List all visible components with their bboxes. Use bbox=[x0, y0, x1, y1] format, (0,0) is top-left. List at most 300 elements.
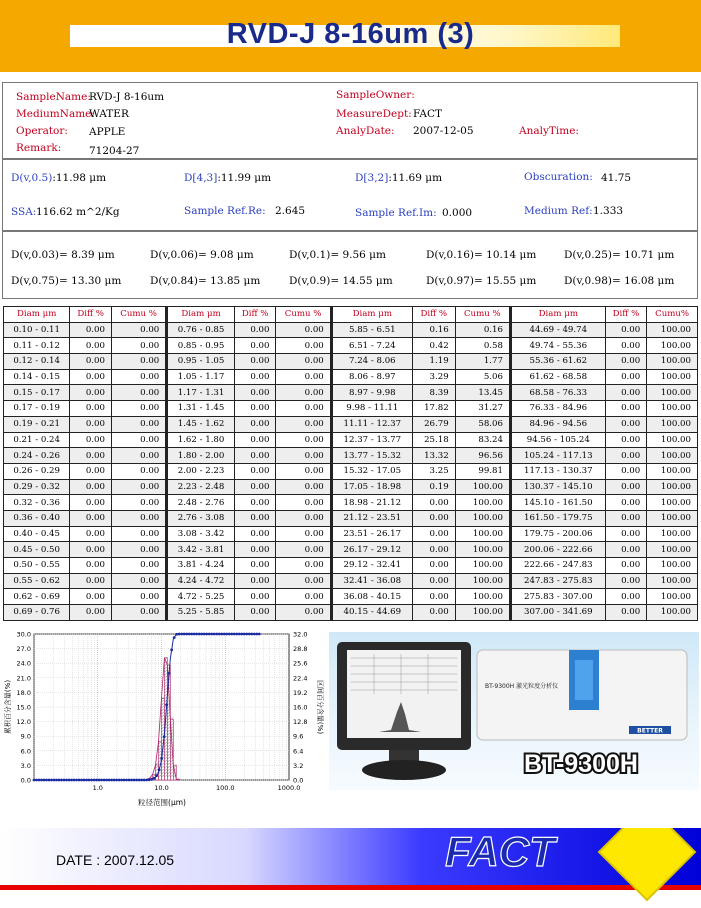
column-header: Cumu % bbox=[276, 307, 331, 323]
diff-cell: 17.82 bbox=[412, 401, 455, 417]
sample-name-label: SampleName: bbox=[16, 91, 91, 103]
diff-cell: 0.00 bbox=[605, 416, 647, 432]
diameter-cell: 0.26 - 0.29 bbox=[4, 463, 70, 479]
cumu-cell: 0.00 bbox=[276, 369, 331, 385]
diameter-cell: 36.08 - 40.15 bbox=[331, 589, 412, 605]
table-row bbox=[4, 510, 698, 526]
diameter-cell: 23.51 - 26.17 bbox=[331, 526, 412, 542]
cumu-cell: 96.56 bbox=[455, 448, 510, 464]
diameter-cell: 105.24 - 117.13 bbox=[510, 448, 605, 464]
y-tick-label-right: 16.0 bbox=[293, 703, 308, 712]
cumu-cell: 0.00 bbox=[276, 385, 331, 401]
analy-date-label: AnalyDate: bbox=[336, 125, 395, 137]
diameter-cell: 3.08 - 3.42 bbox=[167, 526, 235, 542]
sample-ref-im-label: Sample Ref.Im: bbox=[355, 207, 437, 219]
cumulative-point bbox=[118, 779, 121, 782]
table-row bbox=[4, 401, 698, 417]
diameter-cell: 49.74 - 55.36 bbox=[510, 338, 605, 354]
cumu-cell: 100.00 bbox=[647, 322, 698, 338]
diff-cell: 0.00 bbox=[234, 558, 276, 574]
diff-cell: 0.00 bbox=[605, 338, 647, 354]
diff-cell: 0.00 bbox=[234, 510, 276, 526]
x-tick-label: 10.0 bbox=[154, 784, 169, 792]
diff-cell: 0.00 bbox=[412, 510, 455, 526]
cumulative-point bbox=[213, 633, 216, 636]
cumu-cell: 5.06 bbox=[455, 369, 510, 385]
diameter-cell: 0.62 - 0.69 bbox=[4, 589, 70, 605]
cumulative-point bbox=[220, 633, 223, 636]
cumu-cell: 100.00 bbox=[647, 573, 698, 589]
cumulative-point bbox=[205, 633, 208, 636]
cumulative-point bbox=[128, 779, 131, 782]
diameter-cell: 275.83 - 307.00 bbox=[510, 589, 605, 605]
cumu-cell: 0.00 bbox=[276, 479, 331, 495]
diameter-cell: 179.75 - 200.06 bbox=[510, 526, 605, 542]
y-tick-label-right: 9.6 bbox=[293, 732, 304, 741]
diff-cell: 0.00 bbox=[70, 432, 112, 448]
column-header: Cumu % bbox=[455, 307, 510, 323]
diff-cell: 0.00 bbox=[605, 369, 647, 385]
y-axis-label-left: 累积百分含量(%) bbox=[4, 679, 12, 735]
cumu-cell: 0.00 bbox=[111, 401, 166, 417]
cumu-cell: 0.00 bbox=[276, 495, 331, 511]
cumu-cell: 83.24 bbox=[455, 432, 510, 448]
cumu-cell: 100.00 bbox=[647, 369, 698, 385]
cumulative-point bbox=[75, 779, 78, 782]
cumu-cell: 100.00 bbox=[455, 589, 510, 605]
y-tick-label-right: 19.2 bbox=[293, 688, 308, 697]
cumulative-point bbox=[70, 779, 73, 782]
ssa-value: 116.62 m^2/Kg bbox=[36, 206, 120, 218]
cumulative-point bbox=[158, 768, 161, 771]
cumu-cell: 0.00 bbox=[111, 432, 166, 448]
table-row bbox=[4, 369, 698, 385]
x-tick-label: 1.0 bbox=[92, 784, 103, 792]
diff-cell: 0.00 bbox=[234, 448, 276, 464]
y-tick-label-left: 12.0 bbox=[16, 718, 31, 727]
diameter-cell: 68.58 - 76.33 bbox=[510, 385, 605, 401]
diff-cell: 0.00 bbox=[605, 510, 647, 526]
diameter-cell: 145.10 - 161.50 bbox=[510, 495, 605, 511]
cumu-cell: 100.00 bbox=[647, 558, 698, 574]
diff-cell: 0.00 bbox=[234, 605, 276, 621]
y-tick-label-right: 6.4 bbox=[293, 747, 304, 756]
diff-cell: 0.00 bbox=[70, 558, 112, 574]
ssa-label: SSA: bbox=[11, 206, 37, 218]
table-row bbox=[4, 416, 698, 432]
column-header: Cumu % bbox=[111, 307, 166, 323]
diameter-cell: 4.24 - 4.72 bbox=[167, 573, 235, 589]
d32-stat: D[3,2]:11.69 μm bbox=[355, 172, 443, 184]
cumulative-point bbox=[258, 633, 261, 636]
cumulative-point bbox=[88, 779, 91, 782]
diff-cell: 0.00 bbox=[605, 463, 647, 479]
y-tick-label-left: 21.0 bbox=[16, 674, 31, 683]
cumu-cell: 0.00 bbox=[276, 542, 331, 558]
cumu-cell: 0.16 bbox=[455, 322, 510, 338]
cumu-cell: 0.00 bbox=[111, 416, 166, 432]
cumulative-point bbox=[243, 633, 246, 636]
diff-cell: 0.00 bbox=[605, 589, 647, 605]
cumu-cell: 0.00 bbox=[276, 354, 331, 370]
cumulative-point bbox=[135, 779, 138, 782]
column-header: Diam μm bbox=[4, 307, 70, 323]
analy-date-value: 2007-12-05 bbox=[413, 125, 474, 137]
diff-cell: 0.00 bbox=[234, 369, 276, 385]
cumu-cell: 0.00 bbox=[111, 573, 166, 589]
cumulative-point bbox=[233, 633, 236, 636]
cumu-cell: 0.00 bbox=[276, 338, 331, 354]
percentile-value: D(v,0.16)= 10.14 μm bbox=[426, 249, 537, 261]
cumulative-point bbox=[138, 779, 141, 782]
cumu-cell: 0.00 bbox=[276, 401, 331, 417]
sample-owner-label: SampleOwner: bbox=[336, 89, 415, 101]
diff-cell: 0.00 bbox=[605, 401, 647, 417]
cumulative-point bbox=[153, 777, 156, 780]
diameter-cell: 2.76 - 3.08 bbox=[167, 510, 235, 526]
cumulative-point bbox=[58, 779, 61, 782]
dv05-stat: D(v,0.5):11.98 μm bbox=[11, 172, 107, 184]
percentile-value: D(v,0.84)= 13.85 μm bbox=[150, 275, 261, 287]
header-bar bbox=[0, 0, 701, 72]
cumulative-point bbox=[68, 779, 71, 782]
y-tick-label-left: 6.0 bbox=[20, 747, 31, 756]
cumu-cell: 100.00 bbox=[647, 338, 698, 354]
cumulative-point bbox=[105, 779, 108, 782]
sample-ref-im-value: 0.000 bbox=[442, 207, 473, 219]
table-row bbox=[4, 495, 698, 511]
diameter-cell: 0.10 - 0.11 bbox=[4, 322, 70, 338]
diff-cell: 0.00 bbox=[605, 495, 647, 511]
d43-stat: D[4,3]:11.99 μm bbox=[184, 172, 272, 184]
cumu-cell: 100.00 bbox=[647, 416, 698, 432]
cumulative-point bbox=[145, 779, 148, 782]
medium-ref-label: Medium Ref: bbox=[524, 205, 593, 217]
diff-cell: 0.00 bbox=[70, 526, 112, 542]
diameter-cell: 0.14 - 0.15 bbox=[4, 369, 70, 385]
cumulative-point bbox=[173, 636, 176, 639]
diameter-cell: 1.17 - 1.31 bbox=[167, 385, 235, 401]
cumulative-point bbox=[228, 633, 231, 636]
diff-cell: 0.00 bbox=[234, 401, 276, 417]
diameter-cell: 0.45 - 0.50 bbox=[4, 542, 70, 558]
column-header: Cumu% bbox=[647, 307, 698, 323]
diameter-cell: 0.12 - 0.14 bbox=[4, 354, 70, 370]
diff-cell: 25.18 bbox=[412, 432, 455, 448]
obscuration-value: 41.75 bbox=[601, 172, 632, 184]
cumu-cell: 0.00 bbox=[111, 495, 166, 511]
cumu-cell: 100.00 bbox=[647, 354, 698, 370]
diff-cell: 0.00 bbox=[70, 605, 112, 621]
cumulative-point bbox=[235, 633, 238, 636]
diameter-cell: 1.31 - 1.45 bbox=[167, 401, 235, 417]
cumulative-point bbox=[120, 779, 123, 782]
diff-cell: 3.29 bbox=[412, 369, 455, 385]
diff-cell: 0.00 bbox=[605, 385, 647, 401]
column-header: Diam μm bbox=[331, 307, 412, 323]
cumu-cell: 0.00 bbox=[111, 354, 166, 370]
diameter-cell: 1.62 - 1.80 bbox=[167, 432, 235, 448]
y-tick-label-left: 27.0 bbox=[16, 645, 31, 654]
diff-cell: 0.00 bbox=[412, 589, 455, 605]
table-row bbox=[4, 526, 698, 542]
diameter-cell: 4.72 - 5.25 bbox=[167, 589, 235, 605]
percentile-value: D(v,0.1)= 9.56 μm bbox=[289, 249, 386, 261]
cumu-cell: 100.00 bbox=[455, 558, 510, 574]
cumulative-point bbox=[195, 633, 198, 636]
distribution-chart bbox=[2, 627, 324, 813]
diameter-cell: 2.48 - 2.76 bbox=[167, 495, 235, 511]
y-tick-label-left: 18.0 bbox=[16, 688, 31, 697]
diameter-cell: 76.33 - 84.96 bbox=[510, 401, 605, 417]
device-label: BT-9300H 激光粒度分析仪 bbox=[485, 683, 559, 690]
diff-cell: 0.00 bbox=[70, 385, 112, 401]
x-tick-label: 100.0 bbox=[215, 784, 235, 792]
diff-cell: 0.00 bbox=[70, 354, 112, 370]
cumulative-point bbox=[95, 779, 98, 782]
table-row bbox=[4, 542, 698, 558]
cumu-cell: 0.00 bbox=[111, 369, 166, 385]
cumu-cell: 100.00 bbox=[647, 479, 698, 495]
diameter-cell: 2.23 - 2.48 bbox=[167, 479, 235, 495]
diff-cell: 0.16 bbox=[412, 322, 455, 338]
diff-cell: 0.00 bbox=[70, 510, 112, 526]
diff-cell: 0.00 bbox=[234, 432, 276, 448]
diameter-cell: 0.15 - 0.17 bbox=[4, 385, 70, 401]
percentile-value: D(v,0.03)= 8.39 μm bbox=[11, 249, 115, 261]
diameter-cell: 307.00 - 341.69 bbox=[510, 605, 605, 621]
diameter-cell: 9.98 - 11.11 bbox=[331, 401, 412, 417]
cumulative-point bbox=[50, 779, 53, 782]
cumu-cell: 0.00 bbox=[276, 526, 331, 542]
diameter-cell: 0.95 - 1.05 bbox=[167, 354, 235, 370]
diameter-cell: 1.05 - 1.17 bbox=[167, 369, 235, 385]
cumulative-point bbox=[113, 779, 116, 782]
footer-red-line bbox=[0, 885, 701, 890]
diameter-cell: 0.21 - 0.24 bbox=[4, 432, 70, 448]
medium-name-value: WATER bbox=[89, 108, 129, 120]
cumu-cell: 100.00 bbox=[455, 526, 510, 542]
diff-cell: 0.00 bbox=[605, 605, 647, 621]
diameter-cell: 3.81 - 4.24 bbox=[167, 558, 235, 574]
percentile-value: D(v,0.75)= 13.30 μm bbox=[11, 275, 122, 287]
diff-cell: 3.25 bbox=[412, 463, 455, 479]
cumulative-point bbox=[45, 779, 48, 782]
cumulative-point bbox=[165, 703, 168, 706]
cumu-cell: 0.00 bbox=[276, 605, 331, 621]
table-row bbox=[4, 322, 698, 338]
cumu-cell: 100.00 bbox=[647, 432, 698, 448]
diameter-cell: 11.11 - 12.37 bbox=[331, 416, 412, 432]
percentile-value: D(v,0.25)= 10.71 μm bbox=[564, 249, 675, 261]
cumulative-point bbox=[90, 779, 93, 782]
cumulative-point bbox=[85, 779, 88, 782]
cumu-cell: 0.58 bbox=[455, 338, 510, 354]
cumulative-point bbox=[53, 779, 56, 782]
diff-cell: 0.00 bbox=[70, 338, 112, 354]
diff-cell: 0.00 bbox=[605, 354, 647, 370]
cumulative-point bbox=[245, 633, 248, 636]
fact-logo: FACT bbox=[445, 828, 555, 875]
diameter-cell: 29.12 - 32.41 bbox=[331, 558, 412, 574]
diameter-cell: 5.25 - 5.85 bbox=[167, 605, 235, 621]
cumu-cell: 1.77 bbox=[455, 354, 510, 370]
cumulative-point bbox=[185, 633, 188, 636]
cumu-cell: 100.00 bbox=[647, 605, 698, 621]
cumulative-point bbox=[180, 633, 183, 636]
cumulative-point bbox=[240, 633, 243, 636]
table-row bbox=[4, 558, 698, 574]
cumulative-point bbox=[163, 735, 166, 738]
y-tick-label-left: 0.0 bbox=[20, 776, 31, 785]
cumu-cell: 0.00 bbox=[276, 322, 331, 338]
cumulative-point bbox=[248, 633, 251, 636]
column-header: Diff % bbox=[412, 307, 455, 323]
sample-ref-re-label: Sample Ref.Re: bbox=[184, 205, 266, 217]
cumu-cell: 0.00 bbox=[111, 385, 166, 401]
diff-cell: 0.00 bbox=[605, 526, 647, 542]
diameter-cell: 21.12 - 23.51 bbox=[331, 510, 412, 526]
diameter-cell: 32.41 - 36.08 bbox=[331, 573, 412, 589]
sample-info-panel bbox=[2, 82, 698, 159]
cumulative-point bbox=[215, 633, 218, 636]
cumulative-point bbox=[255, 633, 258, 636]
cumulative-point bbox=[133, 779, 136, 782]
obscuration-label: Obscuration: bbox=[524, 171, 593, 183]
diameter-cell: 0.32 - 0.36 bbox=[4, 495, 70, 511]
cumu-cell: 0.00 bbox=[111, 322, 166, 338]
diameter-cell: 6.51 - 7.24 bbox=[331, 338, 412, 354]
diff-cell: 0.00 bbox=[605, 542, 647, 558]
cumulative-point bbox=[203, 633, 206, 636]
cumulative-point bbox=[115, 779, 118, 782]
operator-value: APPLE bbox=[89, 126, 126, 138]
diameter-cell: 84.96 - 94.56 bbox=[510, 416, 605, 432]
percentile-value: D(v,0.06)= 9.08 μm bbox=[150, 249, 254, 261]
cumulative-point bbox=[73, 779, 76, 782]
diff-cell: 0.00 bbox=[70, 369, 112, 385]
remark-value: 71204-27 bbox=[89, 145, 140, 157]
diameter-cell: 222.66 - 247.83 bbox=[510, 558, 605, 574]
y-tick-label-right: 28.8 bbox=[293, 645, 308, 654]
cumu-cell: 0.00 bbox=[111, 510, 166, 526]
cumulative-point bbox=[38, 779, 41, 782]
brand-name: BETTER bbox=[637, 727, 663, 735]
x-tick-label: 1000.0 bbox=[277, 784, 301, 792]
cumulative-point bbox=[253, 633, 256, 636]
diameter-cell: 130.37 - 145.10 bbox=[510, 479, 605, 495]
cumulative-point bbox=[160, 757, 163, 760]
cumu-cell: 0.00 bbox=[276, 416, 331, 432]
y-tick-label-left: 15.0 bbox=[16, 703, 31, 712]
cumu-cell: 0.00 bbox=[276, 463, 331, 479]
cumulative-point bbox=[208, 633, 211, 636]
measure-dept-value: FACT bbox=[413, 108, 442, 120]
cumulative-point bbox=[110, 779, 113, 782]
table-row bbox=[4, 448, 698, 464]
cumulative-point bbox=[193, 633, 196, 636]
diff-cell: 0.00 bbox=[70, 573, 112, 589]
column-header: Diam μm bbox=[167, 307, 235, 323]
diameter-cell: 0.19 - 0.21 bbox=[4, 416, 70, 432]
table-row bbox=[4, 463, 698, 479]
y-tick-label-left: 24.0 bbox=[16, 659, 31, 668]
diff-cell: 0.00 bbox=[412, 495, 455, 511]
cumulative-point bbox=[93, 779, 96, 782]
cumu-cell: 0.00 bbox=[276, 510, 331, 526]
cumulative-point bbox=[108, 779, 111, 782]
diameter-cell: 117.13 - 130.37 bbox=[510, 463, 605, 479]
diameter-cell: 94.56 - 105.24 bbox=[510, 432, 605, 448]
y-tick-label-left: 3.0 bbox=[20, 761, 31, 770]
table-row bbox=[4, 479, 698, 495]
x-axis-label: 粒径范围(μm) bbox=[138, 798, 186, 807]
cumu-cell: 13.45 bbox=[455, 385, 510, 401]
cumu-cell: 100.00 bbox=[647, 495, 698, 511]
cumu-cell: 100.00 bbox=[647, 510, 698, 526]
diameter-cell: 2.00 - 2.23 bbox=[167, 463, 235, 479]
diameter-cell: 0.85 - 0.95 bbox=[167, 338, 235, 354]
diff-cell: 0.00 bbox=[70, 542, 112, 558]
medium-name-label: MediumName: bbox=[16, 108, 95, 120]
diameter-cell: 26.17 - 29.12 bbox=[331, 542, 412, 558]
y-tick-label-right: 12.8 bbox=[293, 718, 308, 727]
diff-cell: 0.00 bbox=[234, 573, 276, 589]
cumulative-point bbox=[250, 633, 253, 636]
diameter-cell: 8.06 - 8.97 bbox=[331, 369, 412, 385]
table-row bbox=[4, 354, 698, 370]
analyzer-window bbox=[575, 660, 593, 700]
cumu-cell: 0.00 bbox=[276, 432, 331, 448]
percentile-panel bbox=[2, 231, 698, 299]
diameter-cell: 55.36 - 61.62 bbox=[510, 354, 605, 370]
cumu-cell: 0.00 bbox=[111, 463, 166, 479]
diff-cell: 0.00 bbox=[234, 385, 276, 401]
diameter-cell: 0.17 - 0.19 bbox=[4, 401, 70, 417]
cumu-cell: 100.00 bbox=[455, 495, 510, 511]
table-row bbox=[4, 385, 698, 401]
diameter-cell: 0.69 - 0.76 bbox=[4, 605, 70, 621]
diff-cell: 0.19 bbox=[412, 479, 455, 495]
diff-cell: 0.00 bbox=[234, 338, 276, 354]
diameter-cell: 247.83 - 275.83 bbox=[510, 573, 605, 589]
table-header-row bbox=[4, 307, 698, 323]
operator-label: Operator: bbox=[16, 125, 68, 137]
diff-cell: 0.00 bbox=[70, 495, 112, 511]
cumu-cell: 0.00 bbox=[276, 448, 331, 464]
diff-cell: 0.00 bbox=[412, 526, 455, 542]
monitor-base bbox=[362, 760, 446, 780]
cumu-cell: 0.00 bbox=[111, 479, 166, 495]
cumulative-point bbox=[168, 672, 171, 675]
cumulative-point bbox=[125, 779, 128, 782]
remark-label: Remark: bbox=[16, 142, 62, 154]
cumu-cell: 100.00 bbox=[647, 526, 698, 542]
cumu-cell: 100.00 bbox=[455, 605, 510, 621]
diff-cell: 0.00 bbox=[70, 448, 112, 464]
diff-cell: 0.00 bbox=[70, 479, 112, 495]
diff-cell: 0.00 bbox=[234, 589, 276, 605]
medium-ref-value: 1.333 bbox=[593, 205, 624, 217]
diameter-cell: 0.40 - 0.45 bbox=[4, 526, 70, 542]
diff-cell: 0.00 bbox=[234, 495, 276, 511]
diff-cell: 0.00 bbox=[605, 558, 647, 574]
diameter-cell: 17.05 - 18.98 bbox=[331, 479, 412, 495]
diff-cell: 26.79 bbox=[412, 416, 455, 432]
cumulative-point bbox=[230, 633, 233, 636]
sample-name-value: RVD-J 8-16um bbox=[89, 91, 165, 103]
cumu-cell: 100.00 bbox=[455, 510, 510, 526]
